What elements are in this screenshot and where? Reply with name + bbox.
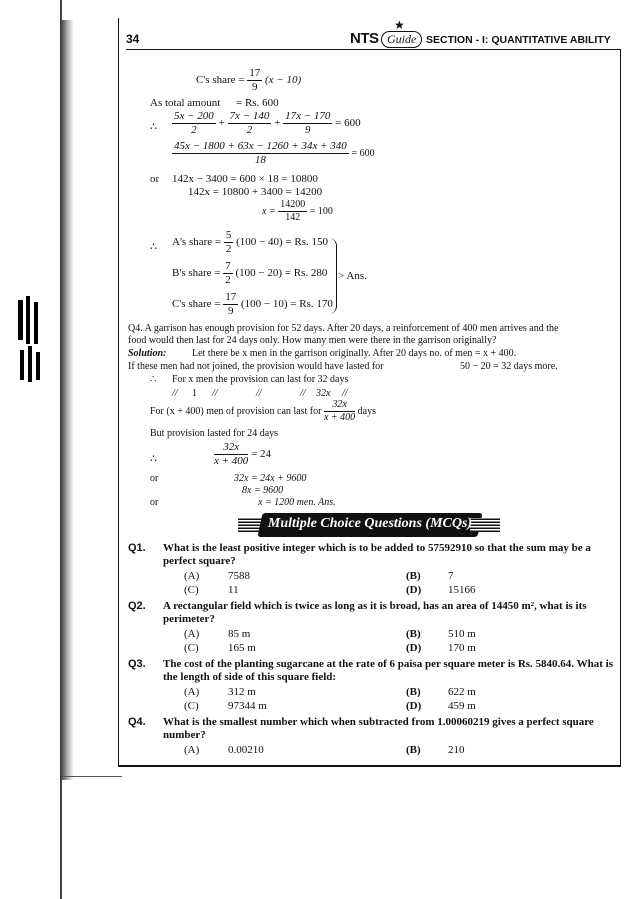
option-label: (A) [184,570,200,582]
plus-sign: + [218,117,225,130]
eq1-fraction-1 [172,111,216,136]
equation-3b: 142x = 10800 + 3400 = 14200 [188,186,323,198]
mcq-text-line-1: The cost of the planting sugarcane at the rate of 6 paisa per square meter is Rs. 5840.64. What is [163,658,613,670]
q4-eq-fraction [214,442,248,467]
eq4-rhs: = 100 [309,205,333,217]
option-label: (D) [406,584,422,596]
a-share-label: A's share = [172,236,222,249]
eq4-lhs: x = [262,205,276,217]
option-value: 85 m [228,628,251,640]
plus-sign: + [274,117,281,130]
therefore-symbol: ∴ [150,241,157,253]
mcq-text-line-2: the length of side of this square field: [163,671,337,683]
mcq-text-line-2: perfect square? [163,555,236,567]
option-value: 15166 [448,584,476,596]
q4-question-line-2: food would then last for 24 days only. How many men were there in the garrison originally? [128,335,497,346]
mcq-text-line-2: number? [163,729,206,741]
q4-equation-a: 32x = 24x + 9600 [234,473,307,484]
nts-logo-text: NTS [350,30,379,47]
fraction-numerator: 17 [249,67,261,79]
b-share-tail: (100 − 20) = Rs. 280 [235,267,328,280]
scan-binding-mark [28,346,32,382]
option-label: (D) [406,642,422,654]
scan-binding-mark [36,352,40,380]
a-share-tail: (100 − 40) = Rs. 150 [236,236,328,249]
fraction-denominator: 142 [285,212,301,223]
mcq-text-line-1: A rectangular field which is twice as long as it is broad, has an area of 14450 m², what is its [163,600,587,612]
option-label: (C) [184,642,199,654]
fraction-numerator: 32x [214,442,248,455]
scan-binding-mark [34,302,38,344]
frame-bottom [118,765,621,767]
or-label: or [150,473,159,484]
scan-binding-mark [18,300,23,340]
ditto-mark: // [256,388,262,399]
fraction-numerator: 7x − 140 [229,110,270,122]
option-value: 622 m [448,686,476,698]
or-label: or [150,173,160,185]
banner-title: Multiple Choice Questions (MCQs) [267,516,473,531]
mcq-banner [238,512,500,538]
scan-binding-mark [20,350,24,380]
therefore-symbol: ∴ [150,121,157,133]
fraction-numerator: 7 [225,260,231,272]
option-value: 170 m [448,642,476,654]
eq4-fraction [278,200,307,223]
option-value: 165 m [228,642,256,654]
eq1-fraction-3 [283,111,332,136]
a-share-line [172,230,328,255]
b-share-label: B's share = [172,267,221,280]
option-value: 510 m [448,628,476,640]
option-label: (A) [184,686,200,698]
equation-2 [172,141,375,166]
fraction-numerator: 17x − 170 [285,110,331,122]
option-value: 210 [448,744,465,756]
therefore-symbol: ∴ [150,453,157,465]
fraction-denominator: x + 400 [323,412,356,423]
total-amount-value: = Rs. 600 [236,97,279,109]
fraction-denominator: 2 [246,124,253,136]
fraction-numerator: 17 [225,291,237,303]
guide-logo-text: Guide [381,31,422,48]
option-value: 459 m [448,700,476,712]
star-icon: ★ [394,18,405,32]
fraction-denominator: 9 [304,124,311,136]
c-share-tail: (x − 10) [265,74,302,87]
fraction-numerator: 5 [225,229,232,241]
option-label: (C) [184,584,199,596]
nts-logo [350,18,422,48]
fraction-numerator: 32x [324,400,355,412]
or-label: or [150,497,159,508]
brace-point: > [338,270,345,282]
eq2-rhs: = 600 [351,148,375,160]
line5-text: For (x + 400) men of provision can last for [150,405,322,417]
eq1-fraction-2 [228,111,272,136]
fraction-denominator: 9 [228,305,234,317]
ditto-mark: // [212,388,218,399]
solution-line-2b: 50 − 20 = 32 days more. [460,361,558,372]
option-label: (C) [184,700,199,712]
frame-right [620,50,621,766]
q4-question-line-1: Q4. A garrison has enough provision for 52 days. After 20 days, a reinforcement of 400 men arrives and the [128,323,559,334]
solution-line-6: But provision lasted for 24 days [150,428,279,439]
q4-eq-rhs: = 24 [251,448,272,461]
c-share-line [196,68,301,93]
c2-share-line [172,292,333,317]
total-amount-label: As total amount [150,97,221,109]
eq2-fraction [172,141,349,166]
option-value: 7 [448,570,454,582]
solution-label: Solution: [128,348,167,359]
mcq-text-line-1: What is the smallest number which when subtracted from 1.00060219 gives a perfect square [163,716,594,728]
option-value: 0.00210 [228,744,264,756]
therefore-symbol: ∴ [150,374,157,385]
solution-line-3: For x men the provision can last for 32 days [172,374,349,385]
option-label: (A) [184,744,200,756]
option-label: (D) [406,700,422,712]
option-value: 7588 [228,570,250,582]
answer-label [338,270,367,282]
value-32x: 32x [316,388,331,399]
fraction-numerator: 45x − 1800 + 63x − 1260 + 34x + 340 [174,140,347,152]
ans-text: Ans. [346,270,367,282]
c2-share-tail: (100 − 10) = Rs. 170 [241,298,333,311]
c2-share-label: C's share = [172,298,221,311]
q4-equation-b: 8x = 9600 [242,485,284,496]
q4-equation [214,442,271,467]
ditto-mark: // [300,388,306,399]
mcq-number: Q2. [128,600,146,612]
mcq-text-line-2: perimeter? [163,613,215,625]
option-label: (A) [184,628,200,640]
line5-fraction [324,400,355,423]
line5-days: days [357,405,376,417]
solution-line-5 [150,400,376,423]
option-value: 11 [228,584,239,596]
b-share-fraction [223,261,233,286]
option-label: (B) [406,686,421,698]
equation-4 [262,200,333,223]
mcq-number: Q3. [128,658,146,670]
answer-brace [328,238,337,314]
ditto-mark: // [172,388,178,399]
mcq-text-line-1: What is the least positive integer which is to be added to 57592910 so that the sum may be a [163,542,591,554]
option-label: (B) [406,570,421,582]
fraction-denominator: x + 400 [214,455,249,467]
scan-bottom-line [62,776,122,777]
fraction-denominator: 2 [191,124,197,136]
fraction-denominator: 9 [252,81,258,93]
mcq-number: Q4. [128,716,146,728]
c-share-fraction [247,68,262,93]
mcq-number: Q1. [128,542,146,554]
page-number: 34 [126,32,140,46]
eq1-rhs: = 600 [335,117,361,130]
equation-1 [172,111,361,136]
scan-binding-mark [26,296,30,344]
q4-equation-c: x = 1200 men. Ans. [258,497,336,508]
option-label: (B) [406,744,421,756]
c-share-label: C's share = [196,74,245,87]
fraction-numerator: 14200 [280,199,306,210]
fraction-denominator: 2 [225,243,232,255]
a-share-fraction [224,230,234,255]
frame-left [118,18,119,766]
fraction-numerator: 5x − 200 [174,110,214,122]
equation-3a: 142x − 3400 = 600 × 18 = 10800 [172,173,318,185]
header-rule [126,49,621,50]
solution-line-1: Let there be x men in the garrison originally. After 20 days no. of men = x + 400. [192,348,517,359]
fraction-denominator: 2 [225,274,231,286]
scan-binding-shadow [60,20,74,780]
solution-line-2a: If these men had not joined, the provision would have lasted for [128,361,384,372]
section-title: SECTION - I: QUANTITATIVE ABILITY [426,34,611,46]
option-label: (B) [406,628,421,640]
b-share-line [172,261,327,286]
one-value: 1 [192,388,197,399]
ditto-mark: // [342,388,348,399]
fraction-denominator: 18 [254,154,266,166]
option-value: 312 m [228,686,256,698]
option-value: 97344 m [228,700,267,712]
c2-share-fraction [223,292,238,317]
